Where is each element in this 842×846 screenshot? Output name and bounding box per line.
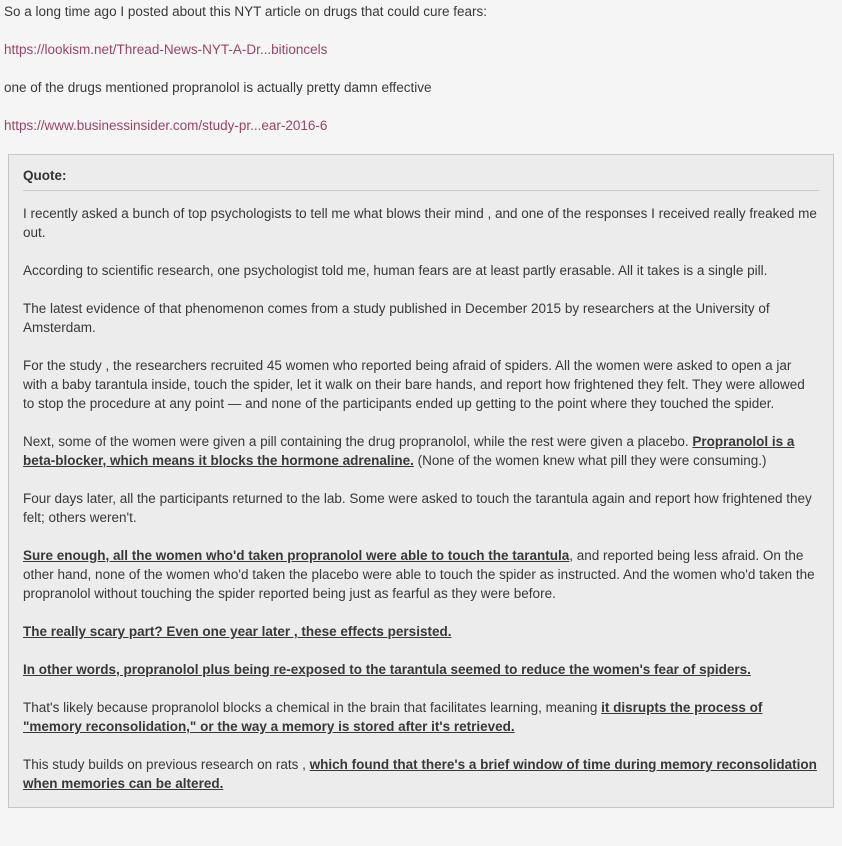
- quote-paragraph: [23, 299, 819, 337]
- quote-text: According to scientific research, one psychologist told me, human fears are at least partly erasable. All it takes is a single pill.: [23, 263, 768, 278]
- quote-label: Quote:: [23, 166, 819, 191]
- quote-text: For the study , the researchers recruited 45 women who reported being afraid of spiders. All the women were asked to open a jar with a baby tarantula inside, touch the spider, let it walk on their bare hands, and report how frightened they felt. They were allowed to stop the procedure at any point — and none of the participants ended up getting to the point where they touched the spider.: [23, 358, 805, 411]
- emphasized-text: which found that there's a brief window of time during memory reconsolidation when memories can be altered.: [23, 757, 817, 791]
- quote-text: That's likely because propranolol blocks a chemical in the brain that facilitates learning, meaning: [23, 700, 602, 715]
- quote-paragraph: [23, 261, 819, 280]
- post-intro: [4, 2, 838, 135]
- post-line: [4, 116, 838, 135]
- lookism-thread-link[interactable]: https://lookism.net/Thread-News-NYT-A-Dr...bitioncels: [4, 42, 328, 57]
- post-text-2: one of the drugs mentioned propranolol is actually pretty damn effective: [4, 80, 432, 95]
- emphasized-text: In other words, propranolol plus being re-exposed to the tarantula seemed to reduce the women's fear of spiders.: [23, 662, 751, 677]
- quote-paragraph: [23, 622, 819, 641]
- quote-text: (None of the women knew what pill they were consuming.): [413, 453, 767, 468]
- businessinsider-article-link[interactable]: https://www.businessinsider.com/study-pr...ear-2016-6: [4, 118, 328, 133]
- quote-paragraph: [23, 356, 819, 413]
- post-text-1: So a long time ago I posted about this NYT article on drugs that could cure fears:: [4, 4, 488, 19]
- quote-text: The latest evidence of that phenomenon comes from a study published in December 2015 by researchers at the University of Amsterdam.: [23, 301, 770, 335]
- quote-paragraph: [23, 204, 819, 242]
- quote-paragraph: [23, 546, 819, 603]
- quote-text: Next, some of the women were given a pill containing the drug propranolol, while the rest were given a placebo.: [23, 434, 693, 449]
- quote-text: Four days later, all the participants returned to the lab. Some were asked to touch the tarantula again and report how frightened they felt; others weren't.: [23, 491, 812, 525]
- quote-box: [8, 154, 834, 808]
- quote-text: I recently asked a bunch of top psychologists to tell me what blows their mind , and one of the responses I received really freaked me out.: [23, 206, 817, 240]
- quote-paragraph: [23, 660, 819, 679]
- quote-text: This study builds on previous research on rats ,: [23, 757, 310, 772]
- emphasized-text: it disrupts the process of "memory reconsolidation," or the way a memory is stored after it's retrieved.: [23, 700, 763, 734]
- emphasized-text: The really scary part? Even one year later , these effects persisted.: [23, 624, 452, 639]
- emphasized-text: Propranolol is a beta-blocker, which means it blocks the hormone adrenaline.: [23, 434, 795, 468]
- quote-paragraph: [23, 489, 819, 527]
- quote-paragraph: [23, 755, 819, 793]
- quote-content: [23, 204, 819, 793]
- quote-text: , and reported being less afraid. On the other hand, none of the women who'd taken the placebo were able to touch the spider as instructed. And the women who'd taken the propranolol without touching the spider reported being just as fearful as they were before.: [23, 548, 815, 601]
- quote-paragraph: [23, 698, 819, 736]
- emphasized-text: Sure enough, all the women who'd taken propranolol were able to touch the tarantula: [23, 548, 570, 563]
- quote-paragraph: [23, 432, 819, 470]
- forum-post: [4, 2, 838, 808]
- post-line: [4, 40, 838, 59]
